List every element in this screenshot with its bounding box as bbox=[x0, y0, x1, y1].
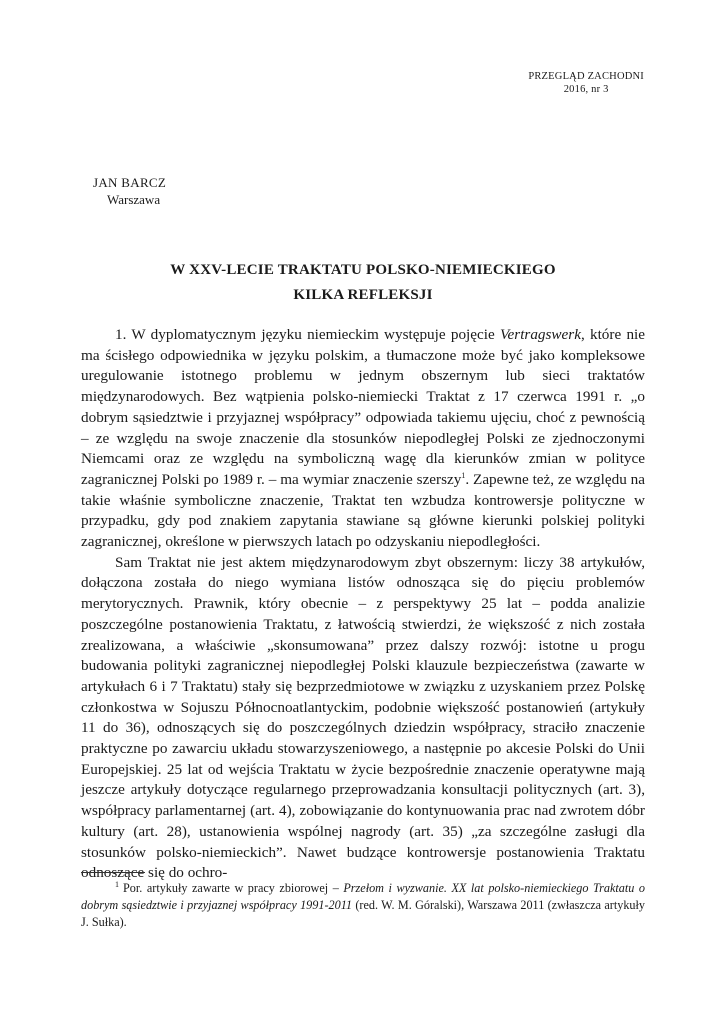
footnote-text-a: Por. artykuły zawarte w pracy zbiorowej – bbox=[123, 881, 344, 895]
paragraph-1 bbox=[81, 325, 645, 553]
author-name: JAN BARCZ bbox=[93, 175, 167, 190]
footnote bbox=[81, 880, 645, 931]
title-line-2: KILKA REFLEKSJI bbox=[293, 287, 433, 303]
journal-name: PRZEGLĄD ZACHODNI bbox=[528, 71, 644, 82]
paragraph-2: Sam Traktat nie jest aktem międzynarodowym zbyt obszernym: liczy 38 artykułów, dołączona została do niego wymiana listów odnosząca się do pięciu problemów merytorycznych. Prawnik, który obecnie – z perspektywy 25 lat – podda analizie poszczególne postanowienia Traktatu, z łatwością stwierdzi, że większość z nich została zrealizowana, a właściwie „skonsumowana” przez dalszy rozwój: istotne u progu budowania polityki zagranicznej niepodległej Polski klauzule bezpieczeństwa (zawarte w artykułach 6 i 7 Traktatu) stały się bezprzedmiotowe w związku z uzyskaniem przez Polskę członkostwa w Sojuszu Północnoatlantyckim, podobnie większość postanowień (artykuły 11 do 36), odnoszących się do poszczególnych dziedzin współpracy, straciło znaczenie praktyczne po zawarciu układu stowarzyszeniowego, a następnie po akcesie Polski do Unii Europejskiej. 25 lat od wejścia Traktatu w życie bezpośrednie znaczenie operatywne mają jeszcze artykuły dotyczące regularnego przeprowadzania konsultacji politycznych (art. 3), współpracy parlamentarnej (art. 4), zobowiązanie do kontynuowania prac nad zwrotem dóbr kultury (art. 28), ustanowienia wspólnej nagrody (art. 35) „za szczególne zasługi dla stosunków polsko-niemieckich”. Nawet budzące kontrowersje postanowienia Traktatu odnoszące się do ochro- bbox=[81, 553, 645, 882]
author-block bbox=[93, 174, 166, 208]
article-title bbox=[81, 258, 645, 308]
footnote-cited-title: Przełom i wyzwanie. XX lat polsko-niemieckiego Traktatu o dobrym sąsiedztwie i przyjaznej współpracy 1991-2011 bbox=[81, 881, 645, 912]
article-body bbox=[81, 325, 645, 884]
author-affiliation: Warszawa bbox=[107, 192, 161, 207]
footnote-number: 1 bbox=[115, 879, 119, 889]
paragraph-1-text-c: . Zapewne też, ze względu na takie właśnie symboliczne znaczenie, Traktat ten wzbudza kontrowersje polityczne w przypadku, gdy pod znakiem zapytania stawiane są główne kierunki polskiej polityki zagranicznej, określone w pierwszych latach po odzyskaniu niepodległości. bbox=[81, 470, 646, 551]
footnote-text-b: (red. W. M. Góralski), Warszawa 2011 (zwłaszcza artykuły J. Sułka). bbox=[81, 898, 646, 929]
footnote-ref[interactable]: 1 bbox=[461, 470, 466, 480]
footnote-divider bbox=[81, 872, 145, 873]
running-header bbox=[528, 70, 644, 96]
term-vertragswerk: Vertragswerk bbox=[499, 326, 581, 343]
paragraph-1-text-b: , które nie ma ścisłego odpowiednika w języku polskim, a tłumaczone może być jako kompleksowe uregulowanie istotnego problemu w jednym obszernym lub sieci traktatów międzynarodowych. Bez wątpienia polsko-niemiecki Traktat z 17 czerwca 1991 r. „o dobrym sąsiedztwie i przyjaznej współpracy” odpowiada takiemu ujęciu, choć z pewnością – ze względu na swoje znaczenie dla stosunków niepodległej Polski ze zjednoczonymi Niemcami oraz ze względu na symboliczną wagę dla kierunków zmian w polityce zagranicznej Polski po 1989 r. – ma wymiar znaczenie szerszy bbox=[81, 326, 645, 488]
title-line-1: W XXV-LECIE TRAKTATU POLSKO-NIEMIECKIEGO bbox=[170, 262, 556, 278]
journal-issue: 2016, nr 3 bbox=[563, 84, 609, 95]
paragraph-1-text-a: 1. W dyplomatycznym języku niemieckim występuje pojęcie bbox=[115, 326, 500, 343]
